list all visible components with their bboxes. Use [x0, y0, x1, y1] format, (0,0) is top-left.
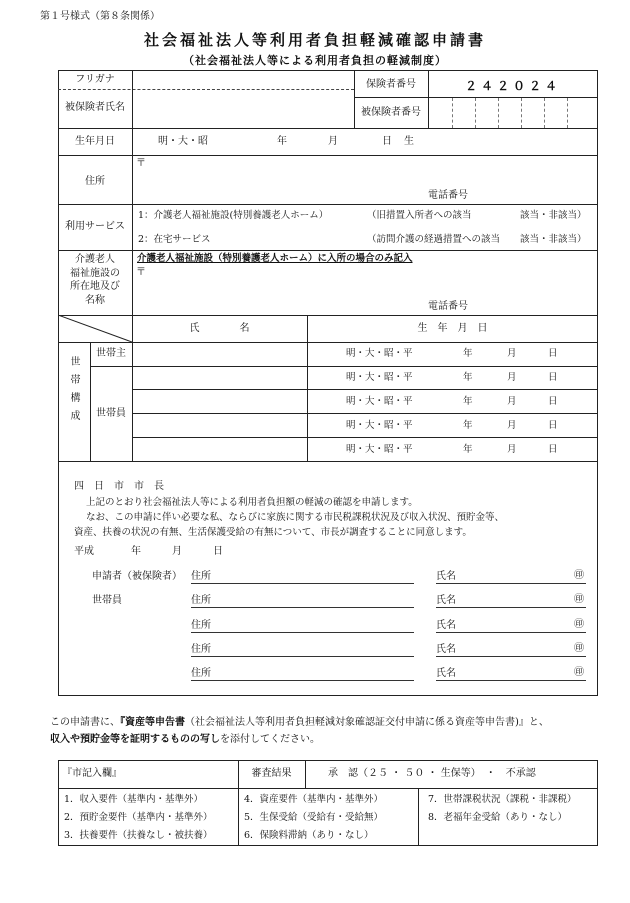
- service-item-1-note: （旧措置入所者への該当: [367, 210, 472, 221]
- facility-label: 介護老人 福祉施設の 所在地及び 名称: [70, 254, 120, 306]
- birth-day: 日: [382, 136, 392, 147]
- seal-mark: ㊞: [574, 570, 584, 581]
- office-item-8: 8．老福年金受給（あり・なし）: [428, 812, 568, 823]
- office-use-header: 『市記入欄』: [62, 768, 122, 779]
- service-item-1[interactable]: 1：介護老人福祉施設(特別養護老人ホーム）: [138, 210, 329, 221]
- office-item-6: 6．保険料滞納（あり・なし）: [244, 830, 374, 841]
- diagonal-line: [58, 315, 132, 342]
- household-head-label: 世帯主: [96, 348, 126, 359]
- service-item-2[interactable]: 2：在宅サービス: [138, 234, 211, 245]
- household-composition-label: 世帯構成: [68, 356, 79, 428]
- office-item-5: 5．生保受給（受給有・受給無）: [244, 812, 384, 823]
- insured-name-field[interactable]: [133, 90, 353, 128]
- seal-mark: ㊞: [574, 667, 584, 678]
- seal-mark: ㊞: [574, 594, 584, 605]
- form-id: 第１号様式（第８条関係）: [40, 11, 160, 22]
- furigana-field[interactable]: [133, 71, 353, 89]
- addressee: 四 日 市 市 長: [74, 481, 164, 492]
- page-subtitle: （社会福祉法人等による利用者負担の軽減制度）: [183, 54, 447, 67]
- household-name-field[interactable]: [133, 438, 306, 460]
- seal-mark: ㊞: [574, 643, 584, 654]
- address-line[interactable]: [191, 656, 414, 657]
- office-item-2: 2．預貯金要件（基準内・基準外）: [64, 812, 213, 823]
- birth-year: 年: [277, 136, 287, 147]
- address-field[interactable]: [150, 158, 590, 188]
- name-line[interactable]: [436, 583, 586, 584]
- insurer-number-value: ２４２０２４: [464, 79, 561, 93]
- facility-phone-label: 電話番号: [428, 301, 468, 312]
- service-label: 利用サービス: [65, 221, 125, 232]
- service-item-2-choice[interactable]: 該当・非該当）: [520, 234, 587, 245]
- insured-number-field[interactable]: [429, 98, 597, 128]
- household-name-field[interactable]: [133, 343, 306, 365]
- office-item-1: 1．収入要件（基準内・基準外）: [64, 794, 204, 805]
- address-label: 住所: [85, 176, 105, 187]
- approval-options[interactable]: 承 認（２５ ・ ５０ ・ 生保等） ・ 不承認: [328, 768, 536, 779]
- service-item-2-note: （訪問介護の経過措置への該当: [367, 234, 501, 245]
- office-item-3: 3．扶養要件（扶養なし・被扶養）: [64, 830, 213, 841]
- address-line[interactable]: [191, 583, 414, 584]
- name-line[interactable]: [436, 656, 586, 657]
- applicant-label: 申請者（被保険者）: [92, 571, 182, 582]
- name-line[interactable]: [436, 632, 586, 633]
- household-name-field[interactable]: [133, 390, 306, 412]
- furigana-label: フリガナ: [75, 74, 115, 85]
- birth-era: 明・大・昭: [158, 136, 208, 147]
- household-name-field[interactable]: [133, 414, 306, 436]
- insurer-number-label: 保険者番号: [366, 79, 416, 90]
- birth-suffix: 生: [404, 136, 414, 147]
- service-item-1-choice[interactable]: 該当・非該当）: [520, 210, 587, 221]
- address-line[interactable]: [191, 607, 414, 608]
- household-name-header: 氏 名: [189, 323, 250, 334]
- insured-name-label: 被保険者氏名: [65, 102, 125, 113]
- declaration-line-3: 資産、扶養の状況の有無、生活保護受給の有無について、市長が調査することに同意します。: [74, 527, 472, 538]
- date-year: 年: [131, 546, 141, 557]
- office-item-4: 4．資産要件（基準内・基準外）: [244, 794, 384, 805]
- facility-address-field[interactable]: [150, 267, 590, 297]
- facility-postal-mark: 〒: [136, 267, 146, 278]
- phone-label: 電話番号: [428, 190, 468, 201]
- member-label: 世帯員: [92, 595, 122, 606]
- household-birth-header: 生 年 月 日: [417, 323, 488, 334]
- office-item-7: 7．世帯課税状況（課税・非課税）: [428, 794, 577, 805]
- declaration-line-2: なお、この申請に伴い必要な私、ならびに家族に関する市民税課税状況及び収入状況、預貯金等、: [86, 512, 505, 523]
- seal-mark: ㊞: [574, 619, 584, 630]
- birth-date-label: 生年月日: [75, 136, 115, 147]
- household-name-field[interactable]: [133, 367, 306, 388]
- date-day: 日: [213, 546, 223, 557]
- birth-month: 月: [328, 136, 338, 147]
- address-line[interactable]: [191, 680, 414, 681]
- date-month: 月: [172, 546, 182, 557]
- household-member-label: 世帯員: [96, 408, 126, 419]
- facility-note: 介護老人福祉施設（特別養護老人ホーム）に入所の場合のみ記入: [137, 253, 413, 264]
- insured-number-label: 被保険者番号: [361, 107, 421, 118]
- name-line[interactable]: [436, 680, 586, 681]
- attachment-notice: この申請書に、『資産等申告書（社会福祉法人等利用者負担軽減対象確認証交付申請に係る資産等申告書)』と、 収入や預貯金等を証明するものの写しを添付してください。: [50, 717, 549, 745]
- address-line[interactable]: [191, 632, 414, 633]
- name-line[interactable]: [436, 607, 586, 608]
- review-result-label: 審査結果: [251, 768, 292, 779]
- postal-mark: 〒: [136, 158, 146, 169]
- declaration-line-1: 上記のとおり社会福祉法人等による利用者負担額の軽減の確認を申請します。: [86, 497, 418, 508]
- page-title: 社会福祉法人等利用者負担軽減確認申請書: [143, 31, 486, 49]
- date-era: 平成: [74, 546, 94, 557]
